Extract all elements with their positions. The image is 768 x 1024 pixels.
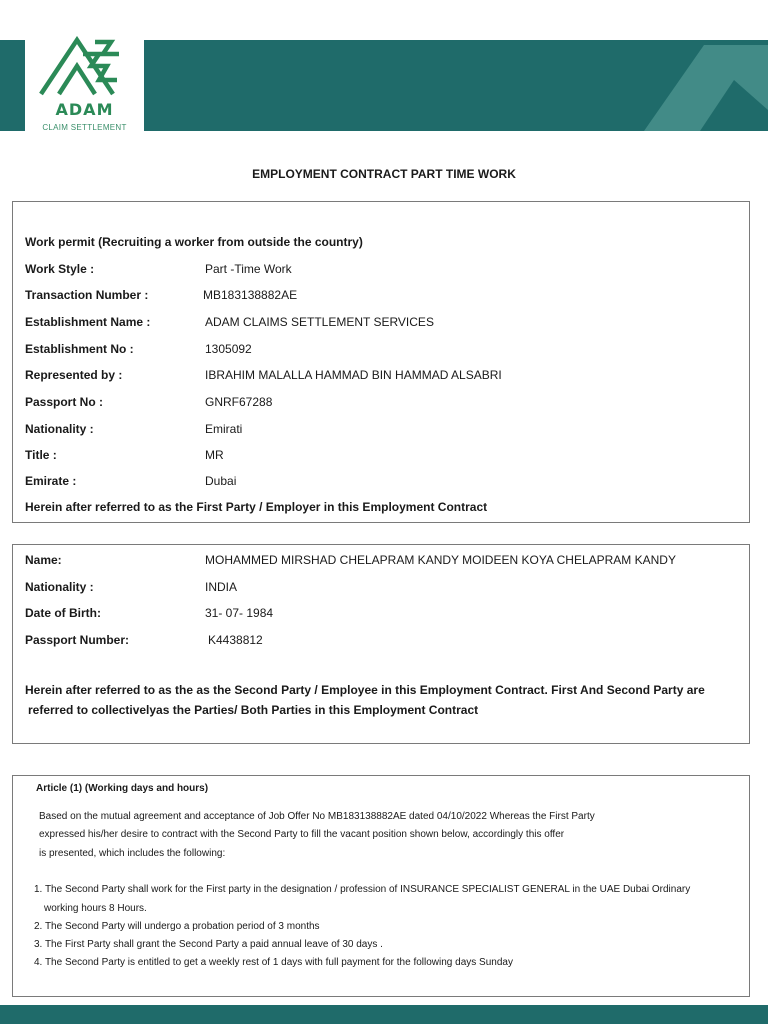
field-label: Represented by : [25, 368, 123, 382]
adam-logo-icon [37, 36, 132, 98]
field-label: Establishment Name : [25, 315, 151, 329]
document-title: EMPLOYMENT CONTRACT PART TIME WORK [252, 167, 516, 181]
field-label: Date of Birth: [25, 606, 101, 620]
article-list-item: 4. The Second Party is entitled to get a weekly rest of 1 days with full payment for the following days Sunday [34, 957, 513, 968]
work-permit-intro: Work permit (Recruiting a worker from outside the country) [25, 235, 363, 249]
article-paragraph-line: Based on the mutual agreement and acceptance of Job Offer No MB183138882AE dated 04/10/2022 Whereas the First Party [39, 811, 595, 822]
header-band-left [0, 40, 25, 131]
field-label: Nationality : [25, 422, 94, 436]
logo-tagline: CLAIM SETTLEMENT [42, 123, 127, 132]
article-list-item: 2. The Second Party will undergo a probation period of 3 months [34, 921, 320, 932]
second-party-statement-line1: Herein after referred to as the as the Second Party / Employee in this Employment Contract. First And Second Party are [25, 683, 705, 697]
field-label: Name: [25, 553, 62, 567]
article-title: Article (1) (Working days and hours) [36, 783, 209, 794]
footer-band [0, 1005, 768, 1024]
field-value: Part -Time Work [205, 262, 292, 276]
field-label: Work Style : [25, 262, 95, 276]
article-paragraph-line: is presented, which includes the following: [39, 848, 226, 859]
field-label: Nationality : [25, 580, 94, 594]
first-party-section [12, 201, 750, 523]
field-value: IBRAHIM MALALLA HAMMAD BIN HAMMAD ALSABRI [205, 368, 502, 382]
field-label: Passport No : [25, 395, 104, 409]
field-value: MOHAMMED MIRSHAD CHELAPRAM KANDY MOIDEEN KOYA CHELAPRAM KANDY [205, 553, 676, 567]
field-label: Title : [25, 448, 57, 462]
article-list-item: 3. The First Party shall grant the Second Party a paid annual leave of 30 days . [34, 939, 383, 950]
field-value: 1305092 [205, 342, 252, 356]
field-value: MB183138882AE [203, 288, 298, 302]
logo-name: ADAM [55, 100, 114, 119]
header-band [144, 40, 768, 131]
article-list-item: 1. The Second Party shall work for the First party in the designation / profession of INSURANCE SPECIALIST GENERAL in the UAE Dubai Ordinary [34, 884, 691, 895]
company-logo [25, 30, 144, 140]
field-value: Dubai [205, 474, 237, 488]
article-list-item-continued: working hours 8 Hours. [44, 903, 147, 914]
field-label: Establishment No : [25, 342, 134, 356]
field-label: Emirate : [25, 474, 77, 488]
article-paragraph-line: expressed his/her desire to contract with the Second Party to fill the vacant position shown below, accordingly this offer [39, 829, 565, 840]
field-value: 31- 07- 1984 [205, 606, 274, 620]
article-1-section [12, 775, 750, 997]
field-value: INDIA [205, 580, 238, 594]
first-party-statement: Herein after referred to as the First Party / Employer in this Employment Contract [25, 500, 488, 514]
second-party-section [12, 544, 750, 744]
field-label: Transaction Number : [25, 288, 149, 302]
field-value: K4438812 [208, 633, 263, 647]
field-value: ADAM CLAIMS SETTLEMENT SERVICES [205, 315, 434, 329]
field-value: GNRF67288 [205, 395, 273, 409]
header-decoration [144, 40, 768, 131]
field-value: Emirati [205, 422, 243, 436]
field-value: MR [205, 448, 224, 462]
field-label: Passport Number: [25, 633, 130, 647]
second-party-statement-line2: referred to collectivelyas the Parties/ Both Parties in this Employment Contract [28, 703, 479, 717]
